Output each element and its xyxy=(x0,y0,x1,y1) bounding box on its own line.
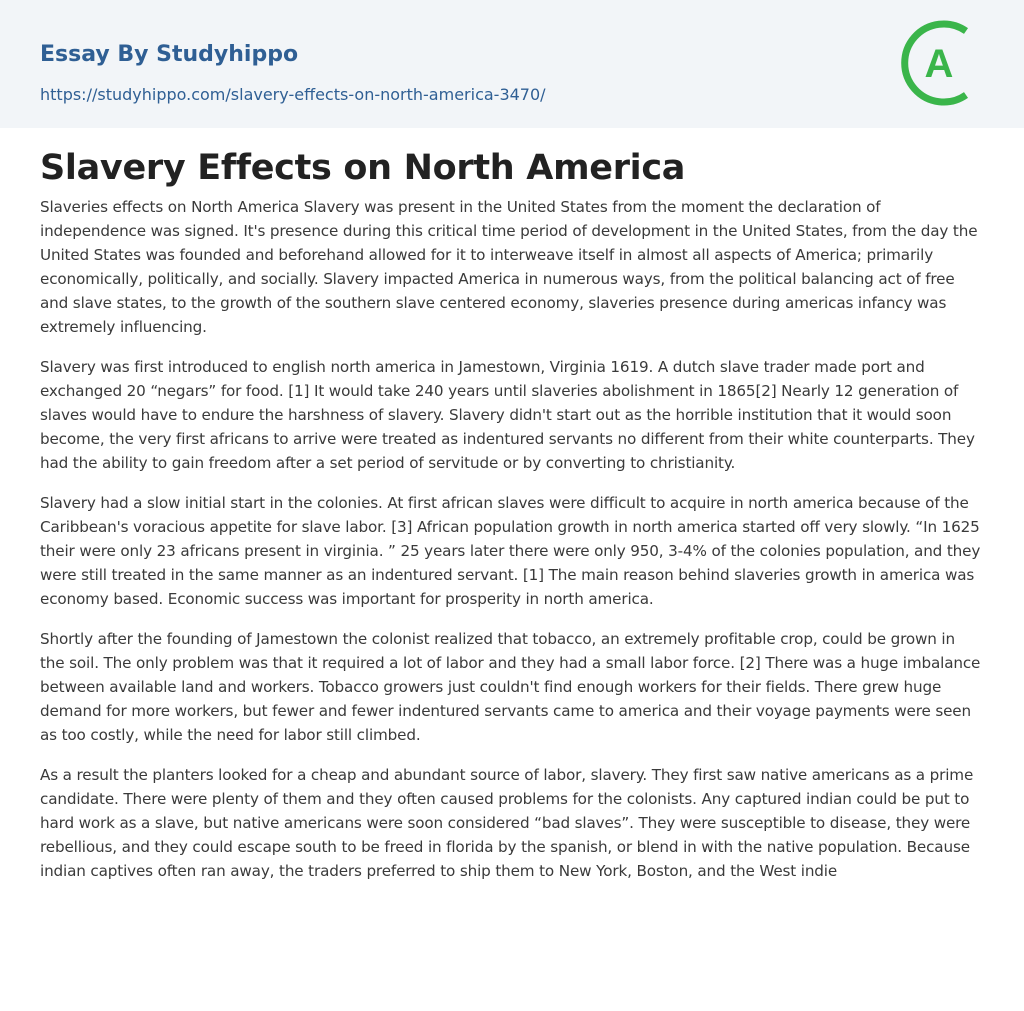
studyhippo-logo-icon[interactable] xyxy=(896,17,988,109)
essay-paragraph: Slavery had a slow initial start in the colonies. At first african slaves were difficult to acquire in north america because of the Caribbean's voracious appetite for slave labor. [3] African population growth in north america started off very slowly. “In 1625 their were only 23 africans present in virginia. ” 25 years later there were only 950, 3-4% of the colonies population, and they were still treated in the same manner as an indentured servant. [1] The main reason behind slaveries growth in america was economy based. Economic success was important for prosperity in north america. xyxy=(40,494,981,608)
essay-title: Slavery Effects on North America xyxy=(40,148,686,188)
brand-title[interactable]: Essay By Studyhippo xyxy=(40,42,299,67)
logo-letter: A xyxy=(924,42,954,86)
essay-paragraph: As a result the planters looked for a cheap and abundant source of labor, slavery. They first saw native americans as a prime candidate. There were plenty of them and they often caused problems for the colonists. Any captured indian could be put to hard work as a slave, but native americans were soon considered “bad slaves”. They were susceptible to disease, they were rebellious, and they could escape south to be freed in florida by the spanish, or blend in with the native population. Because indian captives often ran away, the traders preferred to ship them to New York, Boston, and the West indie xyxy=(40,766,974,880)
essay-content xyxy=(40,128,984,899)
essay-url-link[interactable]: https://studyhippo.com/slavery-effects-on-north-america-3470/ xyxy=(40,85,546,104)
essay-paragraph: Slavery was first introduced to english north america in Jamestown, Virginia 1619. A dutch slave trader made port and exchanged 20 “negars” for food. [1] It would take 240 years until slaveries abolishment in 1865[2] Nearly 12 generation of slaves would have to endure the harshness of slavery. Slavery didn't start out as the horrible institution that it would soon become, the very first africans to arrive were treated as indentured servants no different from their white counterparts. They had the ability to gain freedom after a set period of servitude or by converting to christianity. xyxy=(40,358,975,472)
essay-paragraph: Slaveries effects on North America Slavery was present in the United States from the moment the declaration of independence was signed. It's presence during this critical time period of development in the United States, from the day the United States was founded and beforehand allowed for it to interweave itself in almost all aspects of America; primarily economically, politically, and socially. Slavery impacted America in numerous ways, from the political balancing act of free and slave states, to the growth of the southern slave centered economy, slaveries presence during americas infancy was extremely influencing. xyxy=(40,198,978,336)
essay-paragraph: Shortly after the founding of Jamestown the colonist realized that tobacco, an extremely profitable crop, could be grown in the soil. The only problem was that it required a lot of labor and they had a small labor force. [2] There was a huge imbalance between available land and workers. Tobacco growers just couldn't find enough workers for their fields. There grew huge demand for more workers, but fewer and fewer indentured servants came to america and their voyage payments were seen as too costly, while the need for labor still climbed. xyxy=(40,630,981,744)
site-header xyxy=(0,0,1024,128)
